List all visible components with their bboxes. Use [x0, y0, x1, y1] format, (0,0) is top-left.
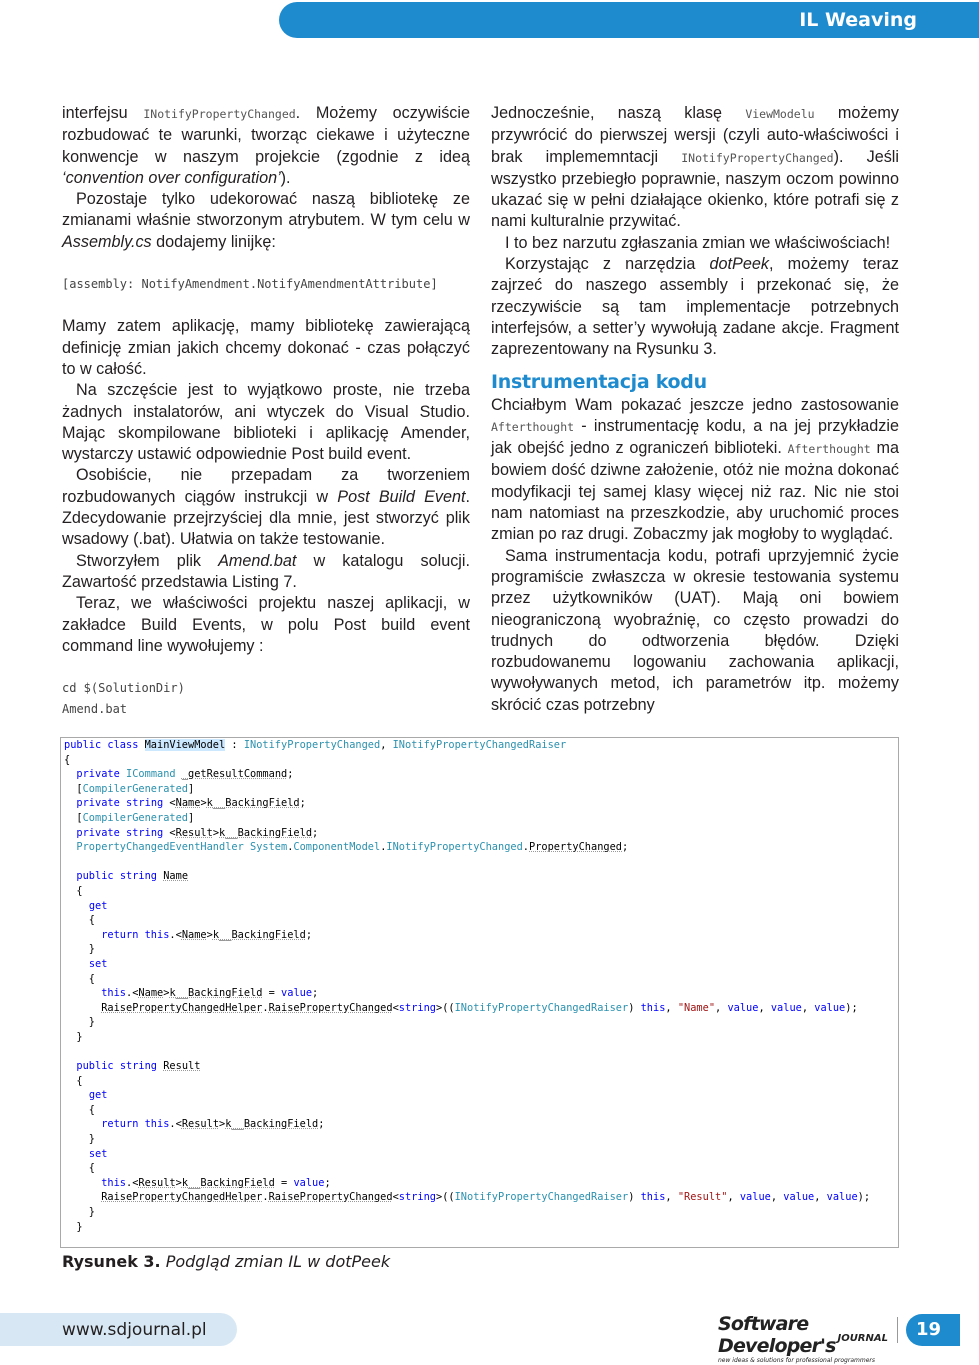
code-token: private [76, 768, 120, 781]
code-token: } [64, 1220, 83, 1233]
code-token: > [200, 797, 207, 810]
code-line [64, 884, 898, 899]
code-token: Result [163, 1060, 201, 1073]
caption-text: Podgląd zmian IL w dotPeek [160, 1252, 391, 1271]
code-token: RaisePropertyChangedHelper [101, 1191, 263, 1204]
code-token: .< [126, 987, 139, 1000]
code-token: RaisePropertyChanged [268, 1191, 393, 1204]
text: ). Jeśli wszystko przebiegło poprawnie, naszym oczom powinno ukazać się w pełni działające okienko, które potrafi się z nami kulturalnie przywitać. [491, 147, 899, 231]
code-token: get [88, 1089, 108, 1102]
code-token: INotifyPropertyChanged [386, 841, 523, 854]
left-column [62, 103, 470, 721]
logo-sub: JOURNAL [837, 1333, 888, 1344]
code-line [64, 928, 898, 943]
code-token [64, 987, 101, 999]
code-token: , [665, 1001, 678, 1014]
code-line [64, 1220, 898, 1235]
code-token: value [727, 1001, 759, 1014]
code-token: > [175, 1176, 182, 1189]
paragraph [62, 465, 470, 550]
inline-code: ViewModelu [745, 107, 815, 121]
code-token: PropertyChangedEventHandler [76, 841, 244, 854]
spacer [62, 657, 470, 678]
code-line [64, 1132, 898, 1147]
section-header-title: IL Weaving [799, 9, 917, 31]
code-token: k__BackingField [225, 1118, 319, 1131]
code-token: > [163, 987, 170, 1000]
section-title: Instrumentacja kodu [491, 370, 707, 393]
code-token: , [715, 1001, 728, 1014]
code-token: { [64, 753, 71, 766]
code-token: ) [628, 1191, 641, 1204]
code-token: , [665, 1191, 678, 1204]
code-token: < [392, 1191, 399, 1204]
code-line [64, 1059, 898, 1074]
code-token: MainViewModel [144, 739, 226, 751]
code-line [64, 811, 898, 826]
code-line [64, 1015, 898, 1030]
code-token: >(( [436, 1191, 455, 1204]
magazine-logo [718, 1313, 890, 1364]
code-token: , [758, 1001, 771, 1014]
code-token: return [101, 928, 139, 941]
inline-code: INotifyPropertyChanged [143, 107, 296, 121]
code-token: public [76, 1060, 114, 1073]
code-line [64, 957, 898, 972]
italic-text: Amend.bat [218, 551, 297, 570]
code-token [64, 797, 76, 809]
code-token: > [212, 826, 220, 839]
italic-text: Assembly.cs [62, 232, 152, 251]
code-token: string [119, 1060, 158, 1073]
code-token [64, 1089, 89, 1101]
code-token [64, 900, 89, 912]
divider [897, 1317, 898, 1343]
code-token [64, 958, 89, 970]
code-token: , [814, 1191, 827, 1204]
code-token: INotifyPropertyChanged [243, 739, 381, 751]
code-line [64, 1044, 898, 1059]
code-token [138, 739, 144, 751]
code-token: value [826, 1191, 858, 1204]
inline-code: Afterthought [787, 442, 871, 457]
code-token: value [739, 1191, 771, 1204]
code-token: k__BackingField [206, 797, 300, 810]
code-line [64, 767, 898, 782]
code-token: this [144, 1118, 170, 1131]
paragraph [62, 103, 470, 189]
spacer [62, 295, 470, 316]
code-token: k__BackingField [212, 928, 306, 941]
code-line: cd $(SolutionDir) [62, 681, 185, 696]
code-token: . [262, 1191, 269, 1204]
code-token: string [398, 1191, 436, 1204]
paragraph: Na szczęście jest to wyjątkowo proste, nie trzeba żadnych instalatorów, ani wtyczek do Visual Studio. Mając skompilowane biblioteki i aplikację Amender, wystarczy ustawić odpowiednie Post build event. [62, 381, 470, 464]
code-token: [ [64, 782, 83, 795]
paragraph: Mamy zatem aplikację, mamy bibliotekę zawierającą definicję zmian jakich chcemy dokonać - czas połączyć to w całość. [62, 317, 470, 378]
code-token: . [287, 841, 294, 854]
code-token: value [281, 987, 313, 1000]
code-token: ComponentModel [293, 841, 381, 854]
code-line [64, 796, 898, 811]
code-token: . [262, 1001, 269, 1014]
text: Korzystając z narzędzia [505, 255, 710, 274]
text: Jednocześnie, naszą klasę [491, 104, 746, 122]
paragraph: Teraz, we właściwości projektu naszej aplikacji, w zakładce Build Events, w polu Post build event command line wywołujemy : [62, 594, 470, 655]
code-line [64, 972, 898, 987]
code-token: this [144, 928, 170, 941]
code-token: k__BackingField [169, 987, 263, 1000]
code-token: string [126, 826, 164, 839]
caption-label: Rysunek 3. [62, 1252, 161, 1271]
code-token: . [169, 928, 176, 941]
italic-text: ‘convention over configuration’ [62, 168, 281, 187]
code-token: } [64, 943, 95, 956]
code-token: string [119, 870, 158, 883]
code-token [64, 1002, 101, 1014]
code-token: . [380, 841, 387, 854]
code-token [64, 929, 101, 941]
code-line [64, 782, 898, 797]
logo-name: Software Developer's [718, 1313, 836, 1357]
code-token [64, 870, 76, 882]
code-line [64, 1176, 898, 1191]
code-token: { [64, 1162, 95, 1175]
code-token: set [88, 957, 108, 970]
code-token: Name [138, 987, 164, 1000]
code-token: private [76, 797, 120, 810]
code-token: public [76, 870, 114, 883]
code-token: { [64, 914, 95, 927]
code-token: ] [188, 811, 195, 824]
code-token: get [88, 899, 108, 912]
text: możemy przywrócić do pierwszej wersji (czyli auto-właściwości i brak implememntacji [491, 104, 899, 166]
code-token: , [770, 1191, 784, 1204]
code-token: CompilerGenerated [82, 782, 188, 795]
paragraph [62, 551, 470, 594]
text: , możemy teraz zajrzeć do naszego assembly i przekonać się, że rzeczywiście są tam implementacje potrzebnych interfejsów, a setter’y wywołują zadane akcje. Fragment zaprezentowany na Rysunku 3. [491, 255, 899, 359]
code-screenshot [60, 737, 899, 1248]
code-token: "Name" [677, 1001, 716, 1014]
code-token: value [293, 1176, 325, 1189]
code-token: ) [628, 1001, 641, 1014]
text: ). [280, 168, 291, 187]
code-token: this [640, 1191, 666, 1204]
code-token: Name [175, 797, 201, 810]
figure-caption [62, 1252, 390, 1271]
code-line [64, 826, 898, 841]
text: Stworzyłem plik [76, 551, 219, 570]
text: Chciałbym Wam pokazać jeszcze jedno zastosowanie [491, 395, 899, 414]
text: interfejsu [62, 104, 144, 122]
code-token: > [219, 1118, 226, 1131]
code-token: INotifyPropertyChangedRaiser [454, 1191, 629, 1204]
code-token: string [398, 1001, 436, 1014]
code-token: < [175, 928, 182, 941]
code-token: Result [181, 1118, 220, 1131]
paragraph: I to bez narzutu zgłaszania zmian we właściwościach! [505, 233, 891, 252]
code-line [64, 1117, 898, 1132]
code-token: k__BackingField [219, 826, 313, 839]
code-token: < [163, 826, 176, 839]
code-token: ; [287, 768, 294, 781]
code-line [64, 753, 898, 768]
code-token: ; [318, 1118, 325, 1131]
code-token [64, 1177, 101, 1189]
code-token: k__BackingField [181, 1176, 275, 1189]
code-token [64, 1191, 101, 1203]
code-token: ; [299, 797, 306, 810]
code-token: { [64, 884, 83, 897]
code-token [64, 827, 76, 839]
code-token [64, 1148, 89, 1160]
text: . Zdecydowanie przejrzyściej dla mnie, jest stworzyć plik wsadowy (.bat). Ułatwia on także testowanie. [62, 487, 470, 549]
code-token: ; [312, 826, 319, 839]
code-token: [ [64, 811, 83, 824]
code-token: ; [622, 841, 629, 854]
page-number: 19 [906, 1314, 960, 1346]
code-token: .< [169, 1118, 182, 1131]
code-token: . [522, 841, 529, 854]
code-line [64, 840, 898, 855]
code-token: this [101, 987, 127, 1000]
text: dodajemy linijkę: [151, 232, 276, 251]
code-token: { [64, 972, 95, 985]
code-token: } [64, 1016, 95, 1029]
code-token: : [225, 739, 244, 751]
code-token: { [64, 1103, 95, 1116]
code-line: [assembly: NotifyAmendment.NotifyAmendmentAttribute] [62, 277, 438, 292]
code-token: RaisePropertyChanged [268, 1001, 393, 1014]
code-line [64, 1074, 898, 1089]
text: Pozostaje tylko udekorować naszą bibliotekę ze zmianami właśnie stworzonym atrybutem. W tym celu w [62, 190, 470, 230]
code-token: ICommand [126, 768, 176, 781]
code-token: private [76, 826, 120, 839]
spacer [62, 253, 470, 274]
paragraph [491, 103, 899, 233]
code-token: >(( [436, 1001, 455, 1014]
code-line [64, 899, 898, 914]
code-line [64, 1088, 898, 1103]
code-token: INotifyPropertyChangedRaiser [392, 739, 567, 751]
code-token: value [770, 1001, 802, 1014]
code-token [64, 768, 76, 780]
code-token: > [206, 928, 213, 941]
code-line [64, 1161, 898, 1176]
code-token [64, 841, 76, 853]
code-line [64, 1001, 898, 1016]
code-token: RaisePropertyChangedHelper [101, 1001, 263, 1014]
code-token: System [250, 841, 288, 854]
code-line [64, 855, 898, 870]
paragraph [62, 189, 470, 253]
code-token: , [380, 739, 393, 751]
code-token: class [107, 739, 139, 751]
code-token: Result [138, 1176, 176, 1189]
code-line [64, 942, 898, 957]
code-token [64, 1060, 76, 1072]
inline-code: INotifyPropertyChanged [681, 150, 834, 165]
code-token: } [64, 1133, 95, 1146]
code-token: , [801, 1001, 815, 1014]
website-link[interactable]: www.sdjournal.pl [62, 1320, 207, 1340]
text: w katalogu solucji. Zawartość przedstawia Listing 7. [62, 551, 470, 591]
code-line: Amend.bat [62, 702, 128, 717]
code-token: ; [305, 928, 313, 941]
code-token: } [64, 1030, 83, 1043]
code-token: this [640, 1001, 666, 1014]
code-line [64, 1103, 898, 1118]
text: Osobiście, nie przepadam za tworzeniem rozbudowanych ciągów instrukcji w [62, 466, 470, 506]
code-token: CompilerGenerated [82, 811, 188, 824]
code-token: set [88, 1147, 108, 1160]
code-line [64, 913, 898, 928]
code-token: < [163, 797, 176, 810]
italic-text: dotPeek [709, 255, 769, 274]
paragraph [491, 254, 899, 360]
code-line [64, 738, 898, 753]
code-token: < [392, 1001, 399, 1014]
code-token: Name [163, 870, 189, 883]
code-token: ; [324, 1176, 331, 1189]
code-token: this [101, 1176, 127, 1189]
paragraph: Sama instrumentacja kodu, potrafi uprzyjemnić życie programiście zwłaszcza w okresie testowania systemu przez użytkowników (UAT). Mają oni bowiem nieograniczoną wyobraźnię, co często prowadzi do trudnych do odtworzenia błędów. Dzięki rozbudowanemu logowaniu zachowania aplikacji, wywoływanych metod, ich parametrów itp. możemy skrócić czas potrzebny [491, 546, 899, 714]
italic-text: Post Build Event [337, 487, 466, 506]
inline-code: Afterthought [491, 419, 575, 434]
code-token: } [64, 1206, 95, 1218]
code-token [64, 1118, 101, 1130]
code-token: Name [181, 928, 207, 941]
code-line [64, 986, 898, 1001]
right-column [491, 103, 899, 716]
code-token: value [814, 1001, 846, 1014]
code-token: , [727, 1191, 740, 1204]
code-token: value [783, 1191, 815, 1204]
code-token: ; [312, 987, 319, 1000]
code-line [64, 1205, 898, 1220]
code-token: INotifyPropertyChangedRaiser [454, 1001, 629, 1014]
code-token: _getResultCommand [181, 768, 288, 781]
code-token: string [126, 797, 164, 810]
header-bar [279, 2, 979, 38]
code-line [64, 1147, 898, 1162]
code-token: return [101, 1118, 139, 1131]
code-token: PropertyChanged [529, 841, 622, 854]
code-line [64, 869, 898, 884]
text: ma bowiem dość dziwne założenie, otóż nie można dokonać modyfikacji tej samej klasy więcej niż raz. Nic nie stoi nam natomiast na przeszkodzie, aby uruchomić proces zmian po raz drugi. Zobaczmy jak mogłoby to wyglądać. [491, 439, 899, 544]
code-token: "Result" [677, 1191, 728, 1204]
code-line [64, 1190, 898, 1205]
code-token: public [64, 739, 102, 751]
code-token: Result [175, 826, 213, 839]
code-token: = [262, 987, 282, 1000]
text: . Możemy oczywiście rozbudować te warunki, tworząc ciekawe i użyteczne konwencje w naszym projekcie (zgodnie z ideą [62, 104, 470, 166]
code-line [64, 1030, 898, 1045]
logo-tagline: new ideas & solutions for professional programmers [718, 1357, 875, 1364]
code-token: ); [845, 1001, 858, 1014]
paragraph [491, 395, 899, 546]
text: - instrumentację kodu, a na jej przykładzie jak obejść jedno z ograniczeń biblioteki. [491, 416, 899, 458]
code-token: ); [857, 1191, 871, 1204]
code-token: .< [126, 1176, 139, 1189]
code-token: = [274, 1176, 294, 1189]
code-token: { [64, 1074, 83, 1087]
code-token: ] [188, 782, 195, 795]
